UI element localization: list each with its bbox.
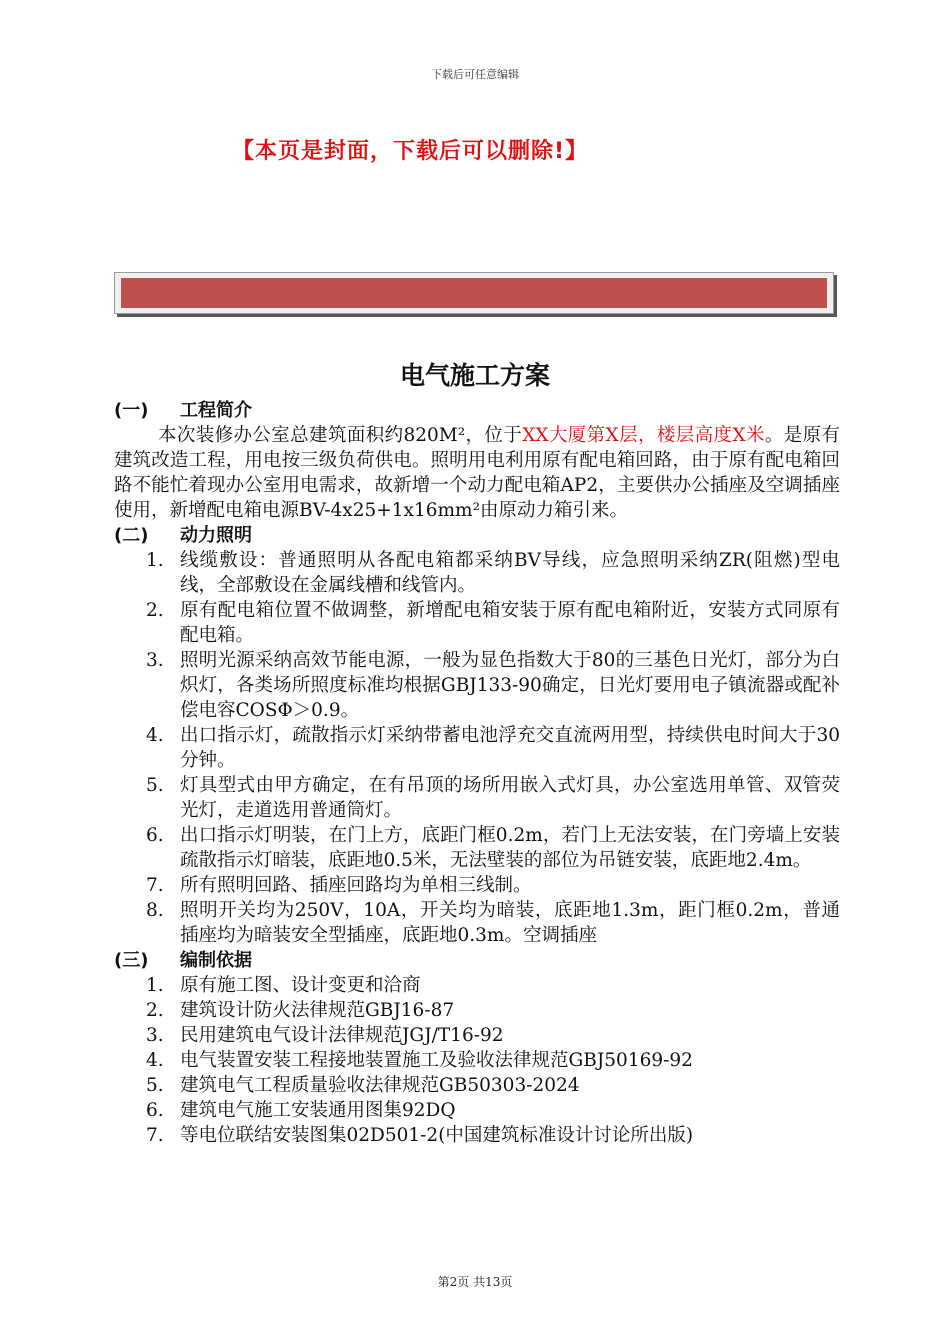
item-number: 7. <box>146 875 164 896</box>
section-heading-1 <box>114 398 840 423</box>
list-item <box>114 1048 840 1073</box>
section-number: (二) <box>114 525 149 546</box>
item-number: 1. <box>146 550 164 571</box>
item-text: 民用建筑电气设计法律规范JGJ/T16-92 <box>180 1025 504 1046</box>
item-number: 3. <box>146 650 164 671</box>
intro-text-1: 本次装修办公室总建筑面积约820M²，位于 <box>158 425 523 446</box>
list-item <box>114 823 840 873</box>
item-number: 6. <box>146 825 164 846</box>
item-text: 建筑设计防火法律规范GBJ16-87 <box>180 1000 455 1021</box>
item-text: 照明光源采纳高效节能电源，一般为显色指数大于80的三基色日光灯，部分为白炽灯，各类场所照度标准均根据GBJ133-90确定，日光灯要用电子镇流器或配补偿电容COSΦ＞0.9。 <box>180 650 840 721</box>
item-text: 所有照明回路、插座回路均为单相三线制。 <box>180 875 532 896</box>
item-number: 4. <box>146 725 164 746</box>
section-heading-3 <box>114 948 840 973</box>
list-item <box>114 773 840 823</box>
item-text: 出口指示灯明装，在门上方，底距门框0.2m，若门上无法安装，在门旁墙上安装疏散指示灯暗装，底距地0.5米，无法壁装的部位为吊链安装，底距地2.4m。 <box>180 825 840 871</box>
item-number: 7. <box>146 1125 164 1146</box>
list-item <box>114 998 840 1023</box>
page-number: 第2页 共13页 <box>437 1275 513 1289</box>
section-number: (一) <box>114 400 149 421</box>
list-item <box>114 1098 840 1123</box>
intro-text-2: 。是原有建筑改造工程，用电按三级负荷供电。照明用电利用原有配电箱回路，由于原有配电箱回路不能忙着现办公室用电需求，故新增一个动力配电箱AP2，主要供办公插座及空调插座使用，新增配电箱电源BV-4x25+1x16mm²由原动力箱引来。 <box>114 425 840 521</box>
item-text: 出口指示灯，疏散指示灯采纳带蓄电池浮充交直流两用型，持续供电时间大于30分钟。 <box>180 725 840 771</box>
list-item <box>114 1023 840 1048</box>
list-item <box>114 548 840 598</box>
intro-highlight: XX大厦第X层，楼层高度X米 <box>522 425 765 446</box>
item-text: 建筑电气工程质量验收法律规范GB50303-2024 <box>180 1075 580 1096</box>
list-item <box>114 973 840 998</box>
section-title: 编制依据 <box>180 950 252 971</box>
list-item <box>114 1073 840 1098</box>
item-text: 建筑电气施工安装通用图集92DQ <box>180 1100 456 1121</box>
item-text: 照明开关均为250V，10A，开关均为暗装，底距地1.3m，距门框0.2m，普通插座均为暗装安全型插座，底距地0.3m。空调插座 <box>180 900 840 946</box>
list-item <box>114 1123 840 1148</box>
item-number: 6. <box>146 1100 164 1121</box>
list-item <box>114 873 840 898</box>
item-number: 4. <box>146 1050 164 1071</box>
item-text: 灯具型式由甲方确定，在有吊顶的场所用嵌入式灯具，办公室选用单管、双管荧光灯，走道选用普通筒灯。 <box>180 775 840 821</box>
section-title: 动力照明 <box>180 525 252 546</box>
section-heading-2 <box>114 523 840 548</box>
item-text: 等电位联结安装图集02D501-2(中国建筑标准设计讨论所出版) <box>180 1125 694 1146</box>
section-title: 工程简介 <box>180 400 252 421</box>
item-number: 5. <box>146 1075 164 1096</box>
list-item <box>114 723 840 773</box>
item-number: 3. <box>146 1025 164 1046</box>
intro-paragraph <box>114 423 840 523</box>
cover-notice: 【本页是封面，下载后可以删除!】 <box>232 139 589 164</box>
document-body <box>114 398 840 1148</box>
item-text: 原有配电箱位置不做调整，新增配电箱安装于原有配电箱附近，安装方式同原有配电箱。 <box>180 600 840 646</box>
item-number: 2. <box>146 1000 164 1021</box>
list-item <box>114 648 840 723</box>
item-text: 原有施工图、设计变更和洽商 <box>180 975 421 996</box>
references-list <box>114 973 840 1148</box>
item-number: 5. <box>146 775 164 796</box>
list-item <box>114 898 840 948</box>
item-text: 电气装置安装工程接地装置施工及验收法律规范GBJ50169-92 <box>180 1050 693 1071</box>
banner-fill <box>121 278 827 308</box>
header-note: 下载后可任意编辑 <box>431 68 519 81</box>
section-number: (三) <box>114 950 149 971</box>
lighting-list <box>114 548 840 948</box>
item-number: 2. <box>146 600 164 621</box>
item-text: 线缆敷设：普通照明从各配电箱都采纳BV导线，应急照明采纳ZR(阻燃)型电线，全部敷设在金属线槽和线管内。 <box>180 550 840 596</box>
item-number: 8. <box>146 900 164 921</box>
decorative-banner <box>114 272 834 314</box>
item-number: 1. <box>146 975 164 996</box>
document-title: 电气施工方案 <box>399 361 550 390</box>
list-item <box>114 598 840 648</box>
